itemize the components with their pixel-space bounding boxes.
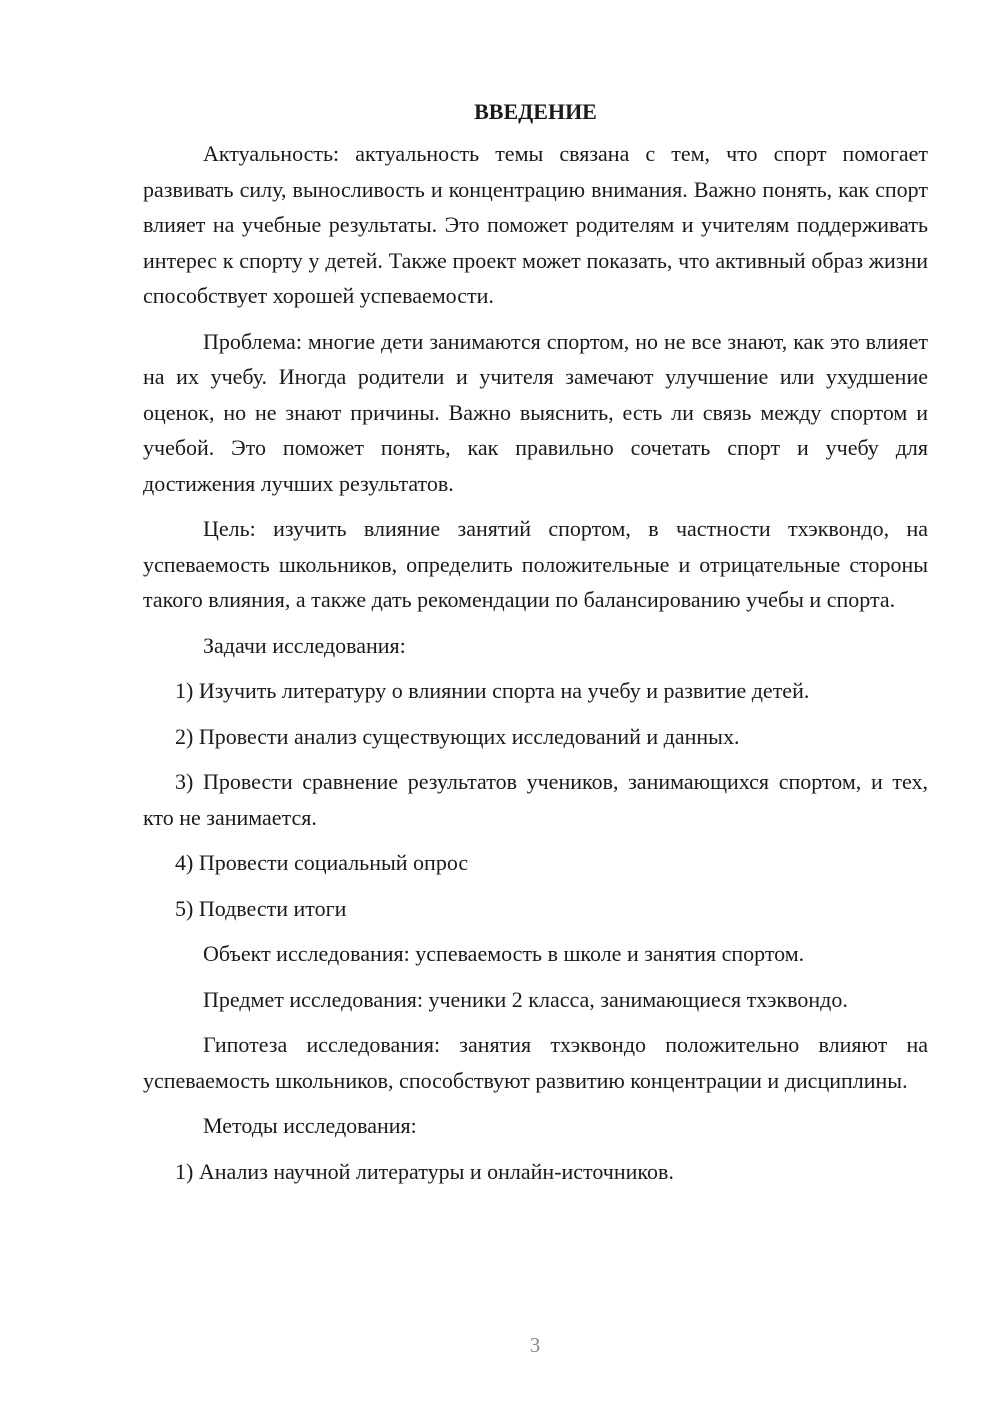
subject-paragraph: Предмет исследования: ученики 2 класса, занимающиеся тхэквондо.	[203, 986, 848, 1012]
page-number: 3	[529, 1333, 541, 1357]
hypothesis-paragraph: Гипотеза исследования: занятия тхэквондо положительно влияют на успеваемость школьников, способствуют развитию концентрации и дисциплины.	[143, 1032, 928, 1093]
method-item-1: 1) Анализ научной литературы и онлайн-источников.	[175, 1158, 674, 1184]
page-content	[143, 95, 928, 1189]
page-heading: ВВЕДЕНИЕ	[474, 99, 597, 124]
problem-paragraph: Проблема: многие дети занимаются спортом, но не все знают, как это влияет на их учебу. Иногда родители и учителя замечают улучшение или ухудшение оценок, но не знают причины. Важно выяснить, есть ли связь между спортом и учебой. Это поможет понять, как правильно сочетать спорт и учебу для достижения лучших результатов.	[143, 328, 928, 496]
goal-paragraph: Цель: изучить влияние занятий спортом, в частности тхэквондо, на успеваемость школьников, определить положительные и отрицательные стороны такого влияния, а также дать рекомендации по балансированию учебы и спорта.	[143, 516, 928, 612]
task-item-3: 3) Провести сравнение результатов учеников, занимающихся спортом, и тех, кто не занимается.	[143, 769, 928, 830]
relevance-paragraph: Актуальность: актуальность темы связана с тем, что спорт помогает развивать силу, выносливость и концентрацию внимания. Важно понять, как спорт влияет на учебные результаты. Это поможет родителям и учителям поддерживать интерес к спорту у детей. Также проект может показать, что активный образ жизни способствует хорошей успеваемости.	[143, 141, 928, 308]
task-item-5: 5) Подвести итоги	[175, 895, 347, 921]
object-paragraph: Объект исследования: успеваемость в школе и занятия спортом.	[203, 941, 805, 966]
methods-title: Методы исследования:	[203, 1113, 417, 1138]
task-item-4: 4) Провести социальный опрос	[175, 850, 469, 875]
task-item-2: 2) Провести анализ существующих исследований и данных.	[175, 723, 740, 749]
tasks-title: Задачи исследования:	[203, 632, 406, 658]
task-item-1: 1) Изучить литературу о влиянии спорта на учебу и развитие детей.	[175, 678, 810, 703]
